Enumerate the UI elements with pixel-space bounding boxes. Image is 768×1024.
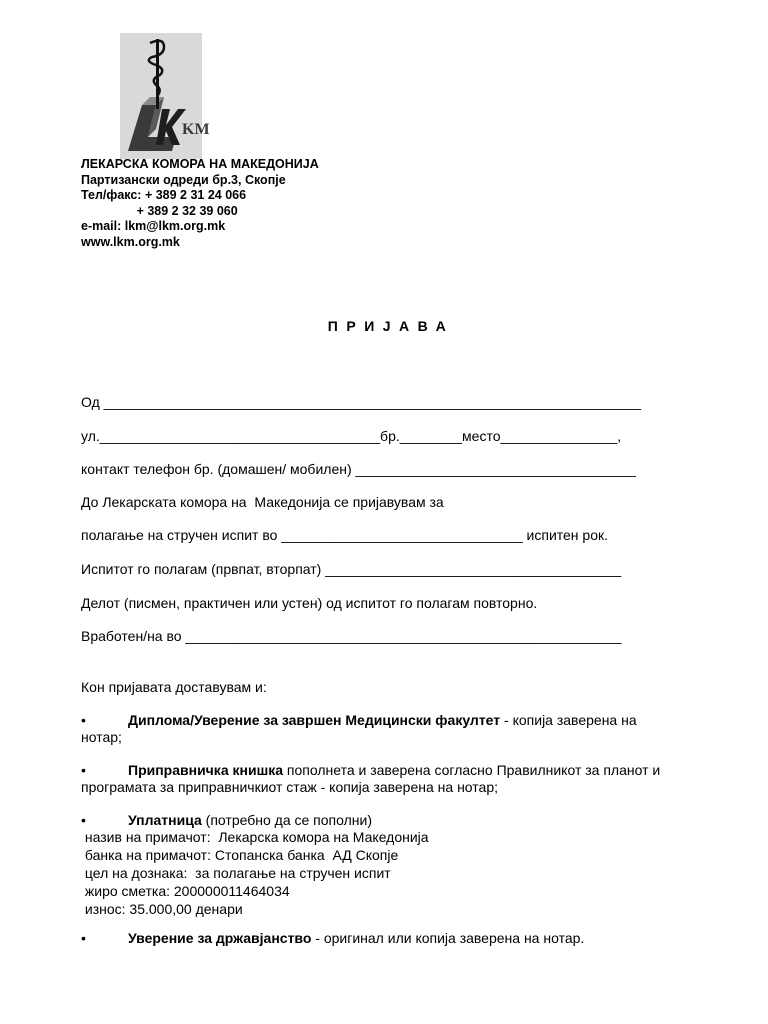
payment-account: жиро сметка: 200000011464034 (81, 883, 290, 899)
payment-detail (81, 865, 681, 883)
organization-email: e-mail: lkm@lkm.org.mk (81, 219, 226, 234)
attachment-item-text: (потребно да се пополни) (201, 812, 372, 828)
form-from-line: Од _____________________________________________________________________ (81, 394, 641, 410)
attachment-item-text: - оригинал или копија заверена на нотар. (311, 930, 585, 946)
form-part-line: Делот (писмен, практичен или устен) од испитот го полагам повторно. (81, 595, 538, 611)
payment-amount: износ: 35.000,00 денари (81, 901, 243, 917)
form-street-line: ул.____________________________________бр.________место_______________, (81, 428, 622, 444)
document-title: ПРИЈАВА (327, 318, 455, 334)
attachment-item-title: Уплатница (128, 812, 202, 828)
payment-detail (81, 829, 681, 847)
attachment-item (81, 812, 681, 919)
organization-website: www.lkm.org.mk (81, 234, 180, 249)
attachment-item-title: Уверение за државјанство (128, 930, 312, 946)
payment-bank: банка на примачот: Стопанска банка АД Скопје (81, 847, 399, 863)
payment-detail (81, 901, 681, 919)
payment-recipient: назив на примачот: Лекарска комора на Македонија (81, 829, 429, 845)
form-attempt-line: Испитот го полагам (првпат, вторпат) ______________________________________ (81, 561, 622, 577)
form-phone-line: контакт телефон бр. (домашен/ мобилен) ____________________________________ (81, 461, 636, 477)
attachment-item (81, 712, 681, 746)
payment-detail (81, 847, 681, 865)
logo-letters: KM (182, 121, 210, 138)
organization-phone-2: + 389 2 32 39 060 (81, 203, 238, 218)
bullet-icon: • (81, 712, 86, 728)
bullet-icon: • (81, 762, 86, 778)
payment-detail (81, 883, 681, 901)
form-exam-line: полагање на стручен испит во _______________________________ испитен рок. (81, 527, 609, 543)
attachment-item-title: Диплома/Уверение за завршен Медицински факултет (128, 712, 501, 728)
attachment-item-text: - копија заверена на нотар; (81, 712, 637, 745)
organization-phone: Тел/факс: + 389 2 31 24 066 (81, 188, 247, 203)
form-to-line: До Лекарската комора на Македонија се пријавувам за (81, 494, 444, 510)
attachment-item (81, 930, 681, 947)
attachment-item (81, 762, 681, 796)
attachment-item-title: Приправничка книшка (128, 762, 284, 778)
organization-header (81, 157, 319, 251)
organization-name: ЛЕКАРСКА КОМОРА НА МАКЕДОНИЈА (81, 157, 319, 171)
bullet-icon: • (81, 930, 86, 946)
attachment-item-text: пополнета и заверена согласно Правилникот за планот и програмата за приправничкиот стаж - копија заверена на нотар; (81, 762, 661, 795)
organization-address: Партизански одреди бр.3, Скопје (81, 172, 286, 187)
form-employed-line: Вработен/на во ________________________________________________________ (81, 628, 622, 644)
attachments-intro: Кон пријавата доставувам и: (81, 679, 267, 695)
chamber-logo (120, 33, 210, 159)
payment-purpose: цел на дознака: за полагање на стручен испит (81, 865, 391, 881)
bullet-icon: • (81, 812, 86, 828)
